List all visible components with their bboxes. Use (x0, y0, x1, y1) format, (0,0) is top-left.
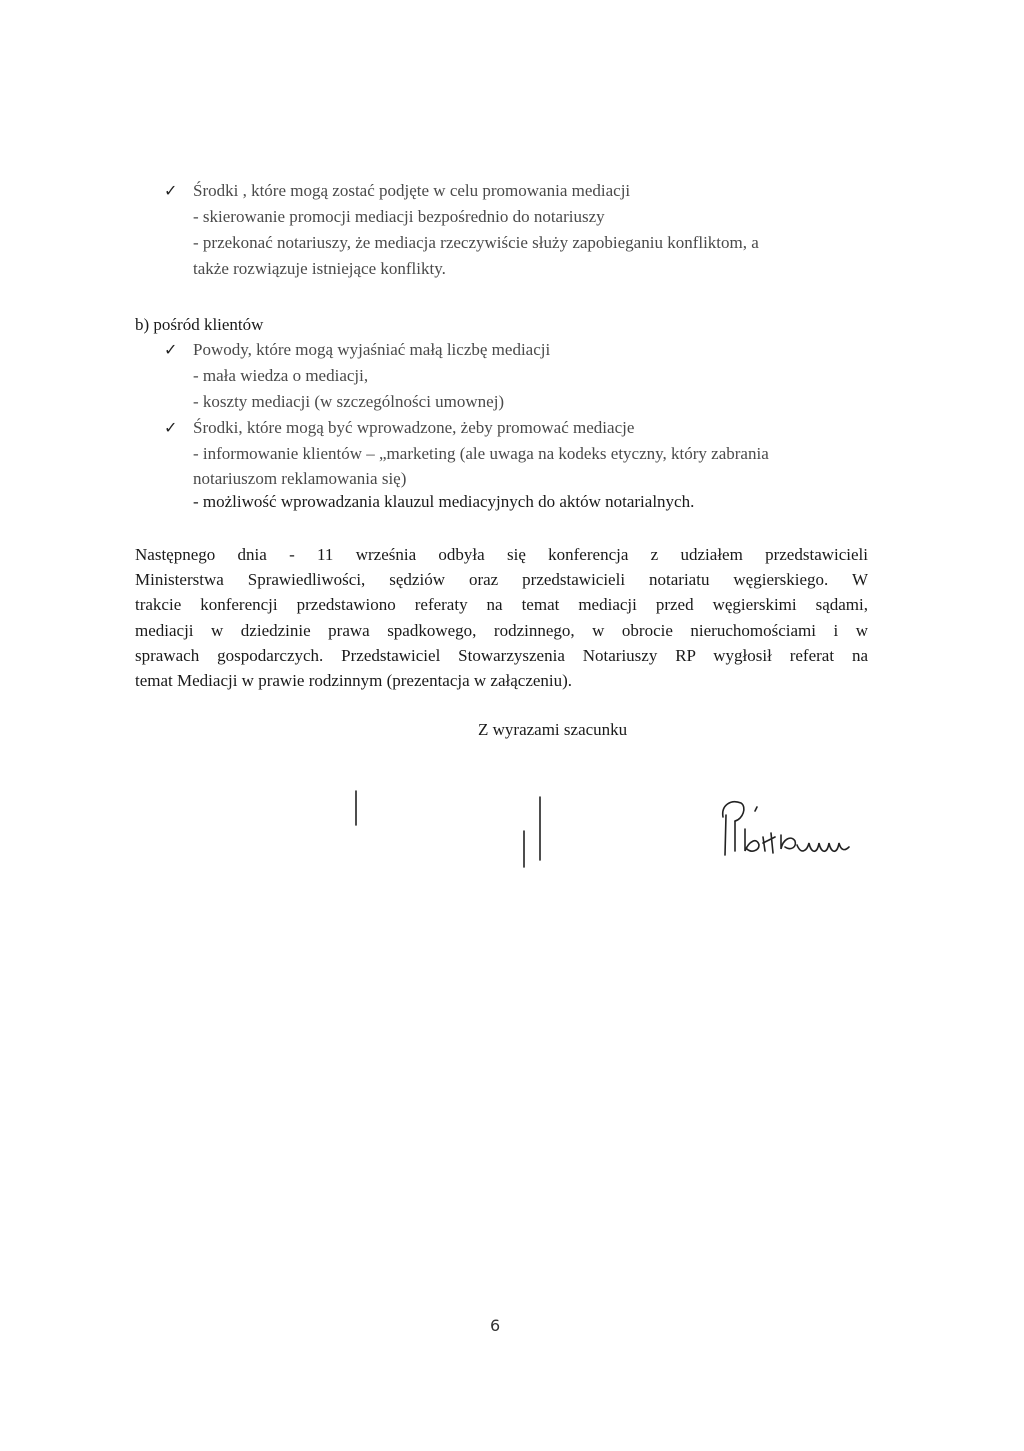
check-mark-icon: ✓ (164, 340, 178, 359)
measures-b-heading: Środki, które mogą być wprowadzone, żeby promować mediacje (193, 418, 635, 437)
paragraph-line: trakcie konferencji przedstawiono referaty na temat mediacji przed węgierskimi sądami, (135, 595, 868, 615)
closing-salutation: Z wyrazami szacunku (478, 720, 628, 739)
paragraph-line: temat Mediacji w prawie rodzinnym (prezentacja w załączeniu). (135, 671, 573, 691)
reason-item: - koszty mediacji (w szczególności umownej) (193, 392, 505, 411)
signature-marks (345, 785, 885, 875)
measure-item: - przekonać notariuszy, że mediacja rzeczywiście służy zapobieganiu konfliktom, a (193, 233, 759, 252)
measure-b-item: - informowanie klientów – „marketing (ale uwaga na kodeks etyczny, który zabrania (193, 444, 769, 463)
measure-item: - skierowanie promocji mediacji bezpośrednio do notariuszy (193, 207, 605, 226)
paragraph-line: mediacji w dziedzinie prawa spadkowego, rodzinnego, w obrocie nieruchomościami i w (135, 620, 868, 640)
check-mark-icon: ✓ (164, 181, 178, 200)
section-b-heading: b) pośród klientów (135, 315, 264, 334)
measure-b-item: - możliwość wprowadzania klauzul mediacyjnych do aktów notarialnych. (193, 492, 695, 511)
paragraph-line: Ministerstwa Sprawiedliwości, sędziów oraz przedstawicieli notariatu węgierskiego. W (135, 570, 868, 590)
body-paragraph (135, 542, 868, 693)
measure-item: także rozwiązuje istniejące konflikty. (193, 259, 446, 278)
reasons-heading: Powody, które mogą wyjaśniać małą liczbę mediacji (193, 340, 551, 359)
paragraph-line: sprawach gospodarczych. Przedstawiciel Stowarzyszenia Notariuszy RP wygłosił referat na (135, 645, 868, 665)
page-number: 6 (490, 1316, 501, 1335)
measure-b-item: notariuszom reklamowania się) (193, 469, 407, 488)
reason-item: - mała wiedza o mediacji, (193, 366, 369, 385)
check-mark-icon: ✓ (164, 418, 178, 437)
measures-heading: Środki , które mogą zostać podjęte w celu promowania mediacji (193, 181, 631, 200)
paragraph-line: Następnego dnia - 11 września odbyła się konferencja z udziałem przedstawicieli (135, 545, 868, 564)
